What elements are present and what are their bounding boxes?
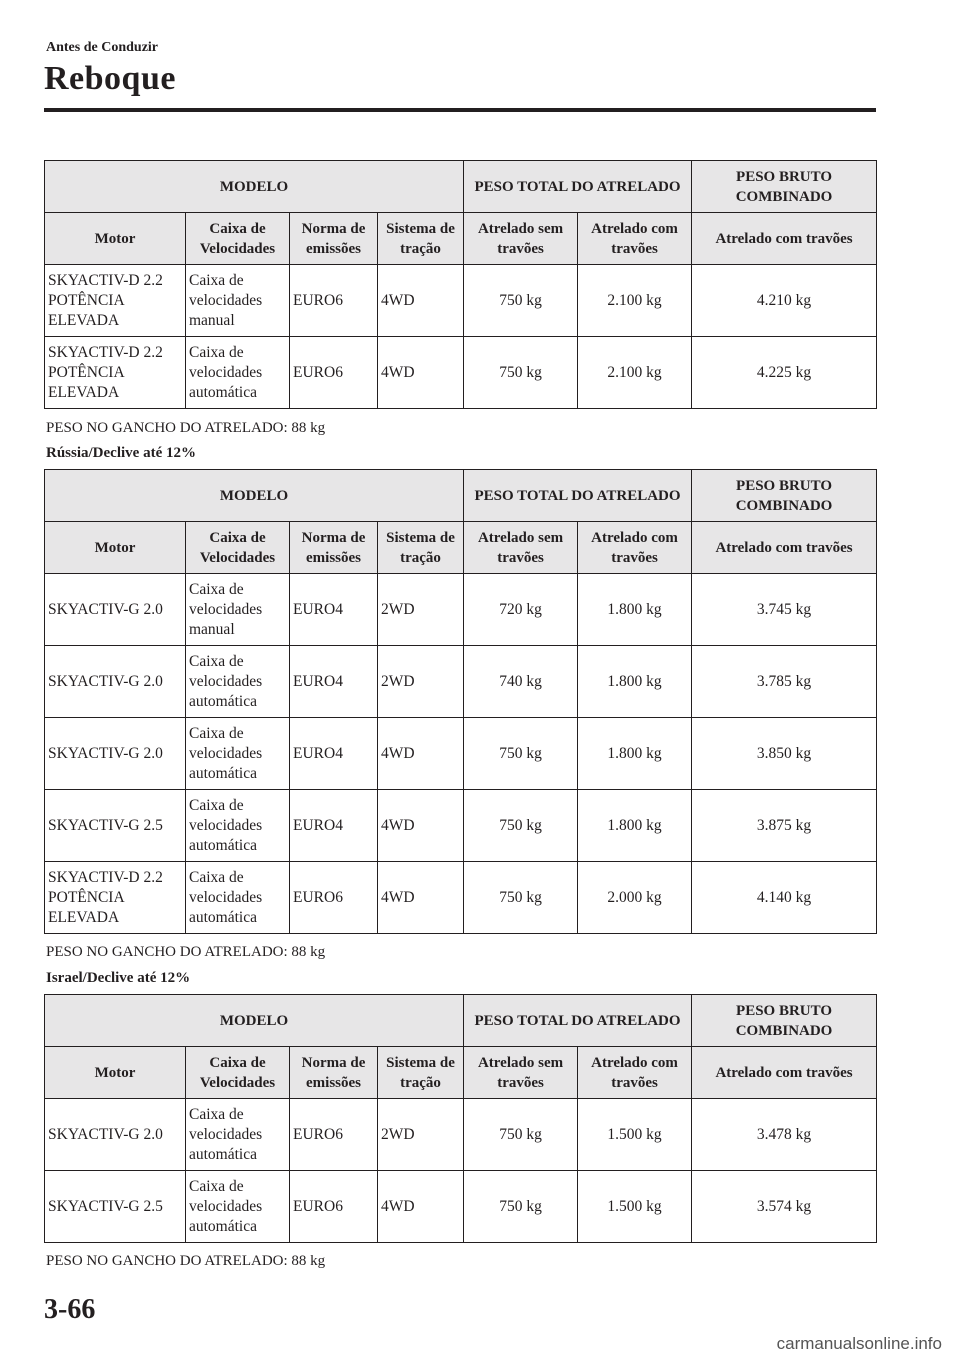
cell-caixa: Caixa de velocidades manual xyxy=(186,574,290,646)
cell-tracao: 4WD xyxy=(378,1171,464,1243)
col-header-tracao: Sistema de tração xyxy=(378,522,464,574)
cell-com-travoes: 1.800 kg xyxy=(578,790,692,862)
cell-peso-bruto: 4.140 kg xyxy=(692,862,877,934)
header-row xyxy=(45,995,877,1047)
cell-motor: SKYACTIV-G 2.5 xyxy=(45,790,186,862)
col-header-com-travoes: Atrelado com travões xyxy=(578,522,692,574)
cell-com-travoes: 2.000 kg xyxy=(578,862,692,934)
table-row xyxy=(45,862,877,934)
cell-motor: SKYACTIV-G 2.0 xyxy=(45,574,186,646)
cell-norma: EURO6 xyxy=(290,265,378,337)
col-header-com-travoes: Atrelado com travões xyxy=(578,1047,692,1099)
cell-caixa: Caixa de velocidades automática xyxy=(186,718,290,790)
cell-sem-travoes: 720 kg xyxy=(464,574,578,646)
towing-table-3 xyxy=(44,994,877,1243)
towing-table-1 xyxy=(44,160,877,409)
hitch-weight-note: PESO NO GANCHO DO ATRELADO: 88 kg xyxy=(46,420,326,436)
col-header-bruto-com-travoes: Atrelado com travões xyxy=(692,1047,877,1099)
cell-motor: SKYACTIV-G 2.0 xyxy=(45,718,186,790)
col-header-sem-travoes: Atrelado sem travões xyxy=(464,522,578,574)
cell-peso-bruto: 3.478 kg xyxy=(692,1099,877,1171)
col-header-peso-total: PESO TOTAL DO ATRELADO xyxy=(464,470,692,522)
cell-caixa: Caixa de velocidades automática xyxy=(186,1171,290,1243)
cell-norma: EURO4 xyxy=(290,790,378,862)
watermark: carmanualsonline.info xyxy=(776,1334,942,1353)
page-number: 3-66 xyxy=(44,1294,96,1325)
col-header-modelo: MODELO xyxy=(45,470,464,522)
cell-norma: EURO6 xyxy=(290,337,378,409)
cell-peso-bruto: 3.875 kg xyxy=(692,790,877,862)
subheader-row xyxy=(45,522,877,574)
col-header-bruto-com-travoes: Atrelado com travões xyxy=(692,522,877,574)
cell-peso-bruto: 3.574 kg xyxy=(692,1171,877,1243)
col-header-bruto-com-travoes: Atrelado com travões xyxy=(692,213,877,265)
col-header-peso-total: PESO TOTAL DO ATRELADO xyxy=(464,995,692,1047)
col-header-motor: Motor xyxy=(45,522,186,574)
subheader-row xyxy=(45,213,877,265)
col-header-norma: Norma de emissões xyxy=(290,522,378,574)
col-header-norma: Norma de emissões xyxy=(290,213,378,265)
cell-sem-travoes: 750 kg xyxy=(464,1099,578,1171)
title-rule xyxy=(44,108,876,112)
subtitle-russia: Rússia/Declive até 12% xyxy=(46,445,196,461)
table-row xyxy=(45,1099,877,1171)
col-header-sem-travoes: Atrelado sem travões xyxy=(464,213,578,265)
cell-peso-bruto: 4.225 kg xyxy=(692,337,877,409)
col-header-peso-bruto: PESO BRUTO COMBINADO xyxy=(692,161,877,213)
table-row xyxy=(45,646,877,718)
col-header-peso-bruto: PESO BRUTO COMBINADO xyxy=(692,470,877,522)
table-row xyxy=(45,574,877,646)
table-row xyxy=(45,790,877,862)
section-label: Antes de Conduzir xyxy=(46,40,159,55)
cell-caixa: Caixa de velocidades automática xyxy=(186,646,290,718)
cell-tracao: 2WD xyxy=(378,1099,464,1171)
col-header-peso-total: PESO TOTAL DO ATRELADO xyxy=(464,161,692,213)
col-header-tracao: Sistema de tração xyxy=(378,1047,464,1099)
col-header-com-travoes: Atrelado com travões xyxy=(578,213,692,265)
cell-com-travoes: 2.100 kg xyxy=(578,337,692,409)
cell-sem-travoes: 750 kg xyxy=(464,337,578,409)
cell-sem-travoes: 750 kg xyxy=(464,1171,578,1243)
cell-com-travoes: 1.800 kg xyxy=(578,718,692,790)
subheader-row xyxy=(45,1047,877,1099)
cell-com-travoes: 2.100 kg xyxy=(578,265,692,337)
cell-peso-bruto: 3.785 kg xyxy=(692,646,877,718)
cell-motor: SKYACTIV-D 2.2 POTÊNCIA ELEVADA xyxy=(45,337,186,409)
table-row xyxy=(45,718,877,790)
cell-tracao: 2WD xyxy=(378,646,464,718)
col-header-modelo: MODELO xyxy=(45,995,464,1047)
cell-caixa: Caixa de velocidades automática xyxy=(186,337,290,409)
cell-caixa: Caixa de velocidades manual xyxy=(186,265,290,337)
cell-motor: SKYACTIV-D 2.2 POTÊNCIA ELEVADA xyxy=(45,862,186,934)
cell-norma: EURO6 xyxy=(290,1171,378,1243)
cell-sem-travoes: 750 kg xyxy=(464,862,578,934)
col-header-norma: Norma de emissões xyxy=(290,1047,378,1099)
cell-norma: EURO6 xyxy=(290,862,378,934)
col-header-caixa: Caixa de Velocidades xyxy=(186,213,290,265)
cell-norma: EURO4 xyxy=(290,574,378,646)
cell-motor: SKYACTIV-G 2.0 xyxy=(45,646,186,718)
cell-tracao: 4WD xyxy=(378,337,464,409)
page-title: Reboque xyxy=(44,60,176,97)
cell-norma: EURO4 xyxy=(290,646,378,718)
hitch-weight-note: PESO NO GANCHO DO ATRELADO: 88 kg xyxy=(46,1253,326,1269)
towing-table-2 xyxy=(44,469,877,934)
cell-peso-bruto: 4.210 kg xyxy=(692,265,877,337)
col-header-tracao: Sistema de tração xyxy=(378,213,464,265)
cell-tracao: 4WD xyxy=(378,718,464,790)
cell-sem-travoes: 750 kg xyxy=(464,790,578,862)
cell-sem-travoes: 740 kg xyxy=(464,646,578,718)
cell-com-travoes: 1.800 kg xyxy=(578,574,692,646)
cell-norma: EURO4 xyxy=(290,718,378,790)
header-row xyxy=(45,161,877,213)
col-header-caixa: Caixa de Velocidades xyxy=(186,1047,290,1099)
cell-tracao: 4WD xyxy=(378,790,464,862)
cell-caixa: Caixa de velocidades automática xyxy=(186,1099,290,1171)
hitch-weight-note: PESO NO GANCHO DO ATRELADO: 88 kg xyxy=(46,944,326,960)
col-header-caixa: Caixa de Velocidades xyxy=(186,522,290,574)
cell-com-travoes: 1.800 kg xyxy=(578,646,692,718)
header-row xyxy=(45,470,877,522)
cell-com-travoes: 1.500 kg xyxy=(578,1171,692,1243)
cell-sem-travoes: 750 kg xyxy=(464,718,578,790)
cell-peso-bruto: 3.850 kg xyxy=(692,718,877,790)
col-header-sem-travoes: Atrelado sem travões xyxy=(464,1047,578,1099)
col-header-motor: Motor xyxy=(45,1047,186,1099)
table-row xyxy=(45,1171,877,1243)
table-row xyxy=(45,337,877,409)
cell-tracao: 4WD xyxy=(378,265,464,337)
cell-tracao: 2WD xyxy=(378,574,464,646)
cell-motor: SKYACTIV-D 2.2 POTÊNCIA ELEVADA xyxy=(45,265,186,337)
col-header-modelo: MODELO xyxy=(45,161,464,213)
cell-norma: EURO6 xyxy=(290,1099,378,1171)
cell-peso-bruto: 3.745 kg xyxy=(692,574,877,646)
col-header-peso-bruto: PESO BRUTO COMBINADO xyxy=(692,995,877,1047)
col-header-motor: Motor xyxy=(45,213,186,265)
cell-sem-travoes: 750 kg xyxy=(464,265,578,337)
subtitle-israel: Israel/Declive até 12% xyxy=(46,970,191,986)
cell-motor: SKYACTIV-G 2.0 xyxy=(45,1099,186,1171)
cell-com-travoes: 1.500 kg xyxy=(578,1099,692,1171)
cell-caixa: Caixa de velocidades automática xyxy=(186,790,290,862)
cell-caixa: Caixa de velocidades automática xyxy=(186,862,290,934)
cell-motor: SKYACTIV-G 2.5 xyxy=(45,1171,186,1243)
cell-tracao: 4WD xyxy=(378,862,464,934)
table-row xyxy=(45,265,877,337)
